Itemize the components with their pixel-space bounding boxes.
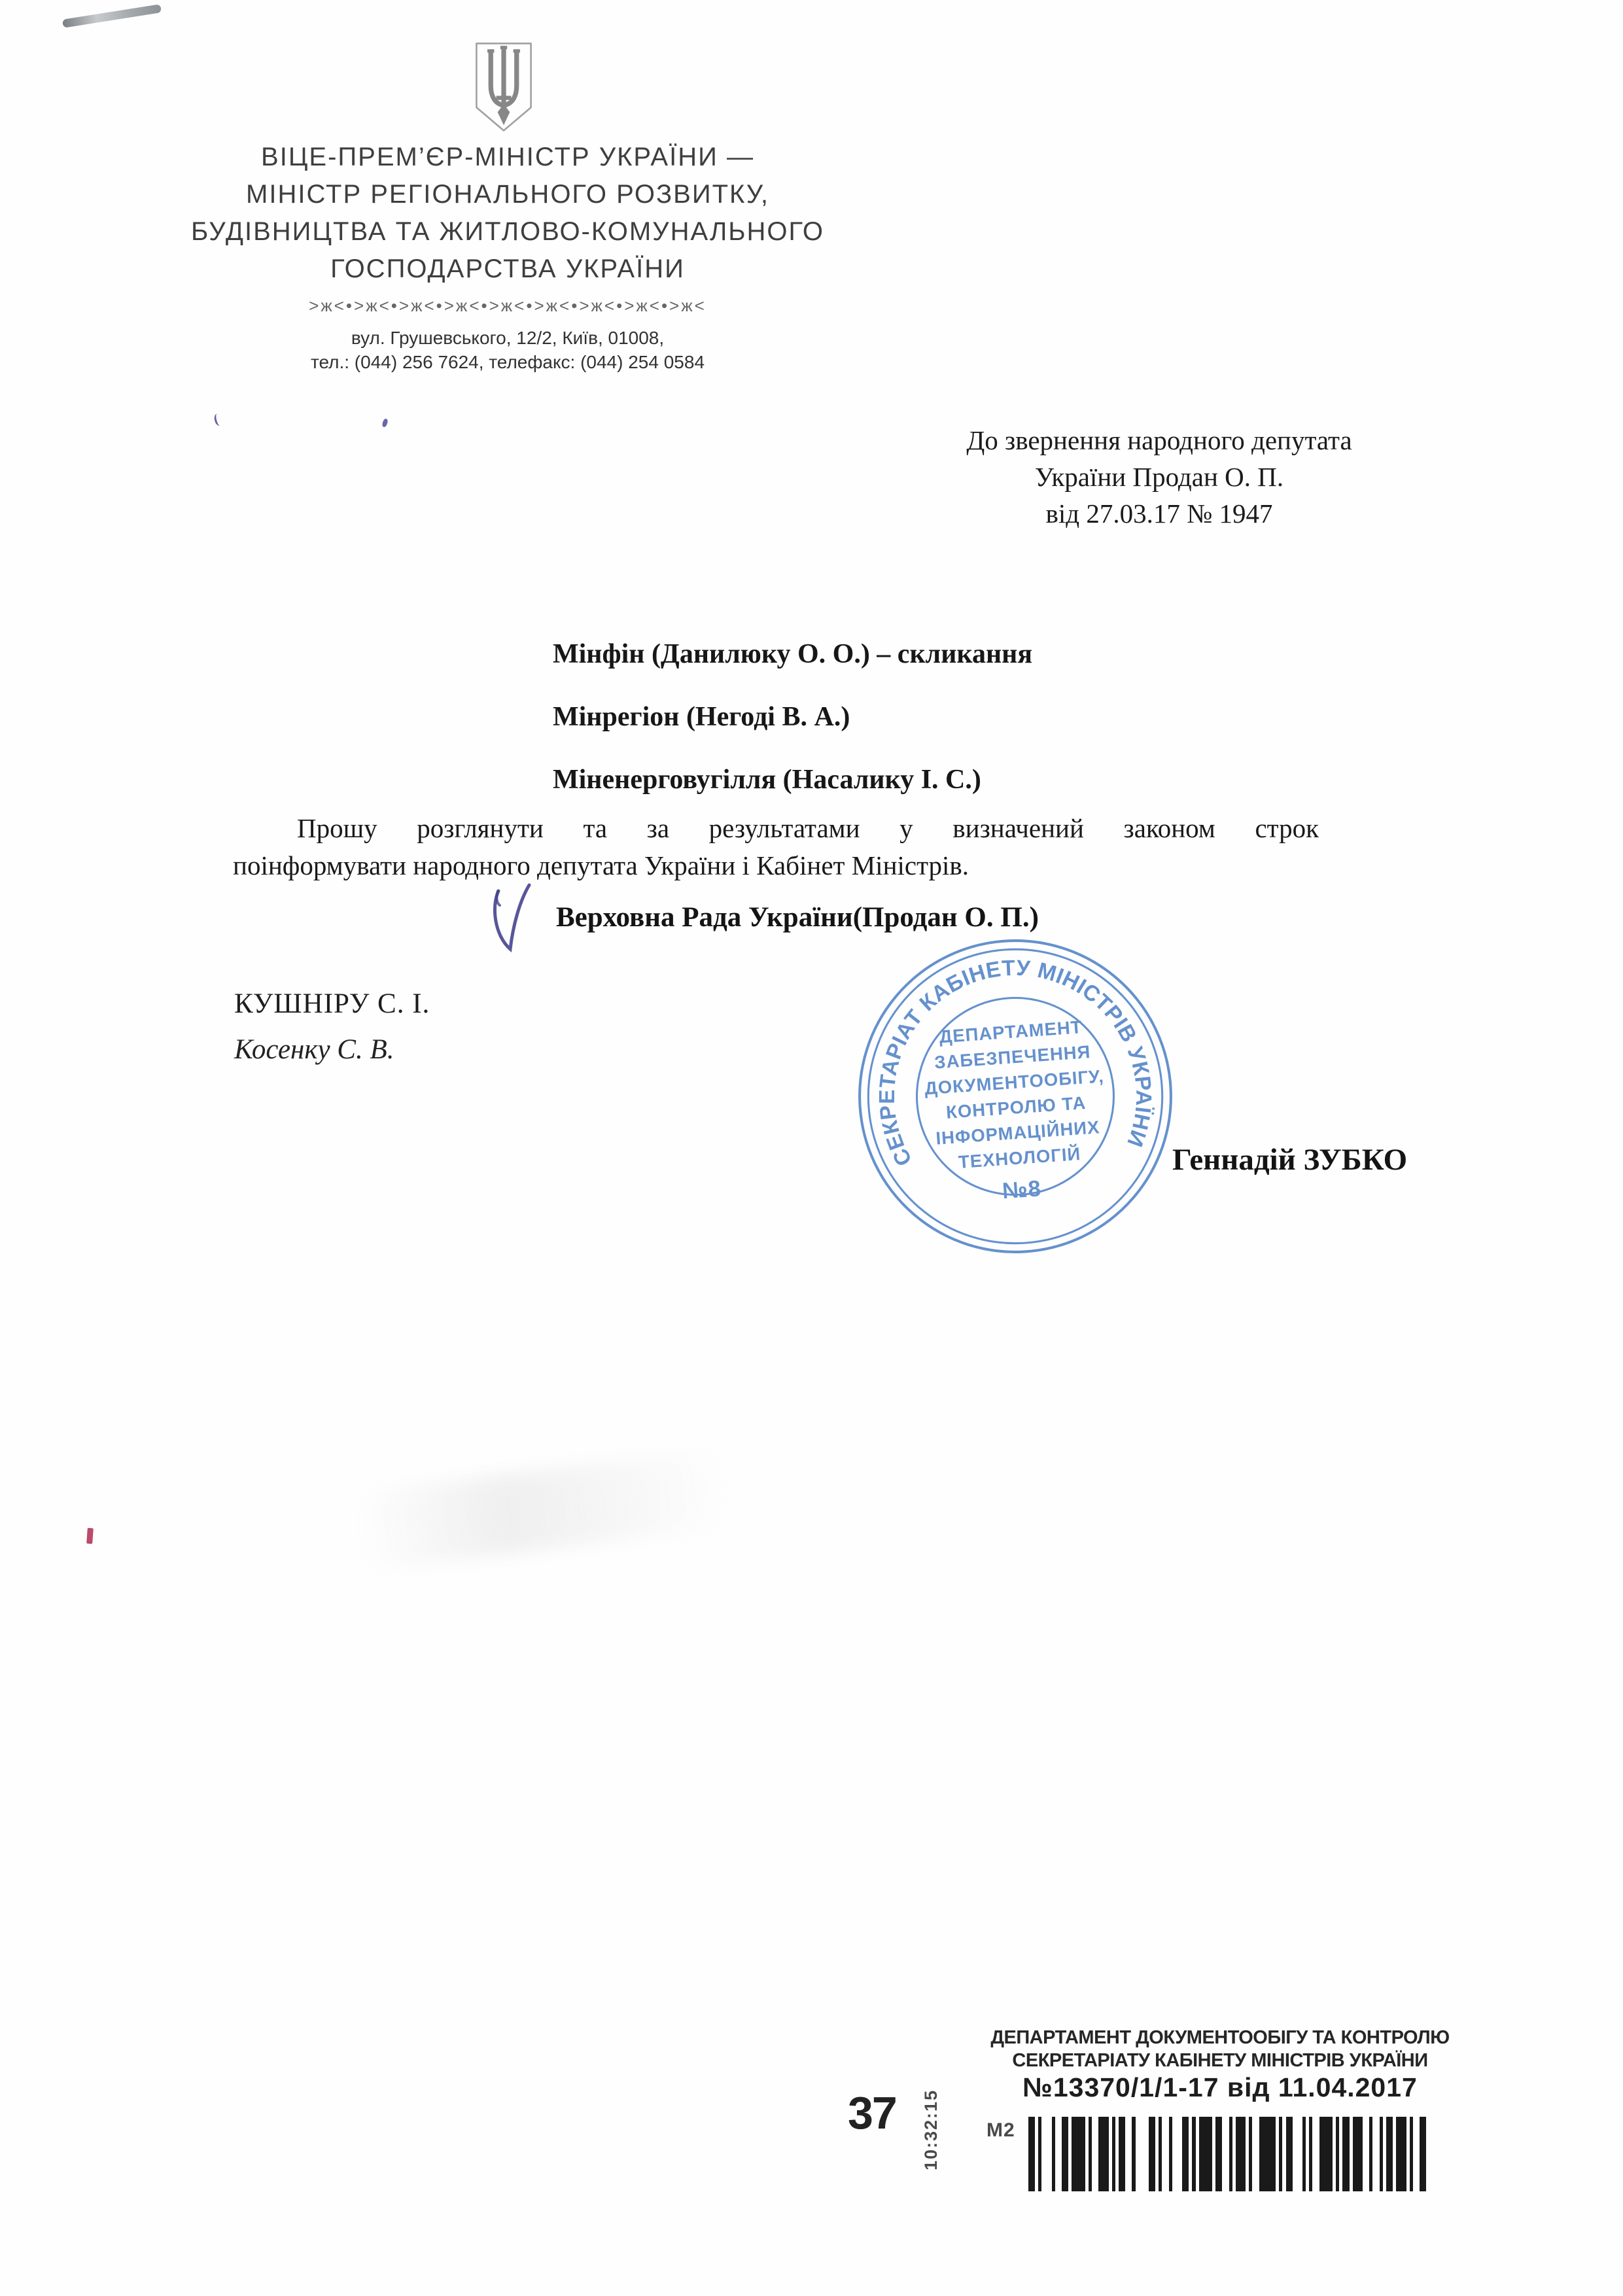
resolution-line: Верховна Рада України(Продан О. П.) [556,902,1039,933]
barcode-bar [1055,2117,1062,2191]
address-line: вул. Грушевського, 12/2, Київ, 01008, [351,328,665,348]
barcode-bar [1119,2117,1125,2191]
barcode [1028,2117,1430,2191]
stamp-center-line: ДЕПАРТАМЕНТ [938,1017,1083,1047]
pen-ink-mark [213,413,224,426]
addressee-list [553,638,1032,826]
barcode-bar [1222,2117,1229,2191]
barcode-bar [1259,2117,1276,2191]
stamp-center-line: ДОКУМЕНТООБІГУ, [924,1066,1105,1099]
barcode-bar [1182,2117,1189,2191]
ukraine-trident-emblem-icon [470,41,538,133]
barcode-bar [1286,2117,1293,2191]
barcode-bar [1215,2117,1222,2191]
address-line: тел.: (044) 256 7624, телефакс: (044) 254 0584 [310,352,705,372]
pen-checkmark [489,883,555,962]
barcode-bar [1396,2117,1406,2191]
barcode-bar [1252,2117,1259,2191]
stamp-ring-text: СЕКРЕТАРІАТ КАБІНЕТУ МІНІСТРІВ УКРАЇНИ [875,956,1156,1170]
barcode-bar [1413,2117,1420,2191]
letterhead-address [102,326,913,374]
registration-org-line: ДЕПАРТАМЕНТ ДОКУМЕНТООБІГУ ТА КОНТРОЛЮ [990,2027,1450,2048]
barcode-bar [1028,2117,1035,2191]
reference-line: До звернення народного депутата [966,425,1352,455]
reference-line: України Продан О. П. [1034,462,1284,492]
barcode-bar [1363,2117,1369,2191]
barcode-bar [1136,2117,1149,2191]
stamp-number: №8 [1001,1176,1043,1204]
letterhead-title-line: МІНІСТР РЕГІОНАЛЬНОГО РОЗВИТКУ, [246,180,769,209]
barcode-bar [1386,2117,1393,2191]
signatory-name: Геннадій ЗУБКО [1172,1143,1408,1177]
scan-smudge [350,1448,736,1572]
staple-scan-artifact [62,4,162,28]
barcode-bar [1353,2117,1363,2191]
barcode-bar [1293,2117,1302,2191]
stamp-center-line: КОНТРОЛЮ ТА [945,1092,1087,1122]
executor-name: КУШНІРУ С. І. [234,988,430,1019]
registration-number: №13370/1/1-17 від 11.04.2017 [1022,2072,1418,2102]
scan-time: 10:32:15 [921,2089,941,2170]
addressee-line: Мінфін (Данилюку О. О.) – скликання [553,639,1033,669]
barcode-bar [1312,2117,1319,2191]
red-ink-mark [86,1528,94,1544]
barcode-bar [1236,2117,1246,2191]
barcode-bar [1199,2117,1212,2191]
round-office-stamp [845,926,1186,1267]
body-line: Прошу розглянути та за результатами у визначений законом строк [297,813,1319,843]
letterhead-title-line: ГОСПОДАРСТВА УКРАЇНИ [330,254,685,283]
pen-ink-mark [381,418,389,428]
barcode-bar [1125,2117,1132,2191]
barcode-bar [1420,2117,1426,2191]
barcode-bar [1098,2117,1108,2191]
body-line: поінформувати народного депутата України і Кабінет Міністрів. [233,850,969,880]
barcode-bar [1062,2117,1068,2191]
barcode-bar [1162,2117,1168,2191]
stamp-center-line: ІНФОРМАЦІЙНИХ [935,1117,1101,1149]
barcode-bar [1319,2117,1333,2191]
reference-block [871,422,1447,532]
barcode-bar [1041,2117,1051,2191]
registration-org [949,2026,1492,2072]
barcode-bar [1172,2117,1182,2191]
letterhead-title [102,139,913,288]
ornamental-divider: >ж<•>ж<•>ж<•>ж<•>ж<•>ж<•>ж<•>ж<•>ж< [309,296,707,315]
registration-org-line: СЕКРЕТАРІАТУ КАБІНЕТУ МІНІСТРІВ УКРАЇНИ [1012,2050,1428,2071]
reference-line: від 27.03.17 № 1947 [1045,498,1273,529]
barcode-bar [1149,2117,1155,2191]
machine-code: М2 [986,2119,1015,2141]
stamp-center-line: ТЕХНОЛОГІЙ [957,1143,1082,1172]
executor-name: Косенку С. В. [234,1034,394,1065]
body-paragraph [233,810,1319,884]
barcode-bar [1072,2117,1085,2191]
letterhead-title-line: ВІЦЕ-ПРЕМ’ЄР-МІНІСТР УКРАЇНИ — [261,143,754,171]
page-number: 37 [848,2087,896,2138]
barcode-bar [1092,2117,1098,2191]
barcode-bar [1342,2117,1349,2191]
addressee-line: Мінрегіон (Негоді В. А.) [553,702,850,732]
barcode-bar [1426,2117,1429,2191]
barcode-bar [1372,2117,1379,2191]
letterhead-title-line: БУДІВНИЦТВА ТА ЖИТЛОВО-КОМУНАЛЬНОГО [190,217,825,246]
addressee-line: Міненерговугілля (Насалику І. С.) [553,765,981,795]
stamp-center-line: ЗАБЕЗПЕЧЕННЯ [934,1041,1092,1073]
